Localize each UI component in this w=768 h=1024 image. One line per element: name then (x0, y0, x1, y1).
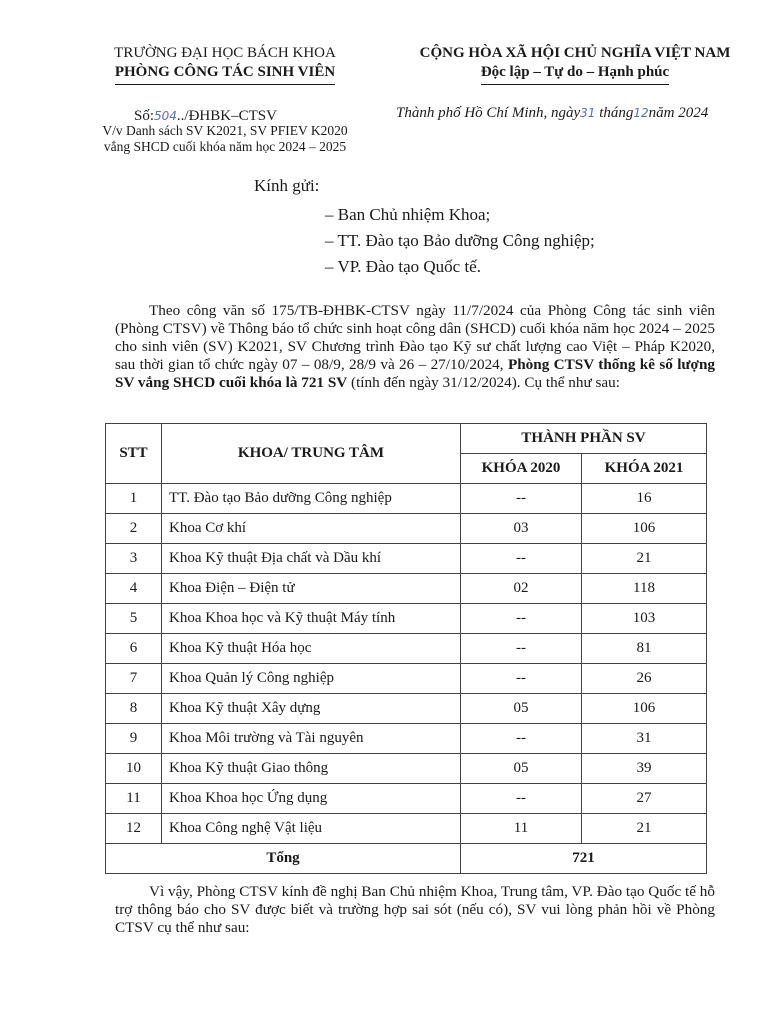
document-date: Thành phố Hồ Chí Minh, ngày31 tháng12năm 2024 (396, 105, 709, 121)
row-k2021: 39 (582, 754, 707, 784)
subject-line-1: V/v Danh sách SV K2021, SV PFIEV K2020 (102, 123, 348, 138)
table-row (106, 784, 707, 814)
closing-paragraph-text: Vì vậy, Phòng CTSV kính đề nghị Ban Chủ nhiệm Khoa, Trung tâm, VP. Đào tạo Quốc tế hỗ trợ thông báo cho SV được biết và trường hợp sai sót (nếu có), SV vui lòng phản hồi về Phòng CTSV cụ thể như sau: (115, 883, 715, 936)
col-header-khoa: KHOA/ TRUNG TÂM (162, 424, 461, 484)
row-k2021: 106 (582, 694, 707, 724)
row-k2020: 11 (461, 814, 582, 844)
row-unit-name: Khoa Công nghệ Vật liệu (162, 814, 461, 844)
total-row (106, 844, 707, 874)
row-k2020: -- (461, 664, 582, 694)
header-right (395, 44, 755, 85)
row-stt: 3 (106, 544, 162, 574)
row-k2021: 106 (582, 514, 707, 544)
row-k2020: -- (461, 604, 582, 634)
document-subject (60, 123, 390, 155)
row-stt: 11 (106, 784, 162, 814)
document-number-handwritten: 504 (154, 109, 177, 123)
table-row (106, 724, 707, 754)
table-row (106, 604, 707, 634)
recipient-item: – TT. Đào tạo Bảo dưỡng Công nghiệp; (325, 231, 595, 250)
row-unit-name: Khoa Kỹ thuật Địa chất và Dầu khí (162, 544, 461, 574)
row-k2020: -- (461, 484, 582, 514)
row-stt: 7 (106, 664, 162, 694)
row-unit-name: Khoa Cơ khí (162, 514, 461, 544)
row-unit-name: Khoa Khoa học và Kỹ thuật Máy tính (162, 604, 461, 634)
table-row (106, 544, 707, 574)
row-k2021: 16 (582, 484, 707, 514)
row-unit-name: Khoa Kỹ thuật Giao thông (162, 754, 461, 784)
recipients-label: Kính gửi: (254, 176, 320, 195)
row-k2020: -- (461, 724, 582, 754)
row-stt: 12 (106, 814, 162, 844)
row-stt: 1 (106, 484, 162, 514)
row-stt: 8 (106, 694, 162, 724)
table-row (106, 514, 707, 544)
row-stt: 9 (106, 724, 162, 754)
national-motto: Độc lập – Tự do – Hạnh phúc (395, 63, 755, 85)
row-stt: 2 (106, 514, 162, 544)
row-stt: 4 (106, 574, 162, 604)
row-stt: 6 (106, 634, 162, 664)
row-unit-name: Khoa Môi trường và Tài nguyên (162, 724, 461, 754)
table-row (106, 664, 707, 694)
table-row (106, 484, 707, 514)
date-day-handwritten: 31 (580, 106, 596, 120)
row-k2020: 05 (461, 754, 582, 784)
table-row (106, 574, 707, 604)
row-k2020: -- (461, 784, 582, 814)
col-header-group: THÀNH PHẦN SV (461, 424, 707, 454)
row-k2020: 02 (461, 574, 582, 604)
recipients-list (325, 202, 595, 280)
table-row (106, 634, 707, 664)
row-k2020: 03 (461, 514, 582, 544)
header-left (60, 44, 390, 85)
row-unit-name: Khoa Điện – Điện tử (162, 574, 461, 604)
col-header-2020: KHÓA 2020 (461, 454, 582, 484)
national-title: CỘNG HÒA XÃ HỘI CHỦ NGHĨA VIỆT NAM (419, 45, 731, 61)
row-k2020: -- (461, 634, 582, 664)
row-k2021: 21 (582, 814, 707, 844)
row-stt: 10 (106, 754, 162, 784)
row-k2021: 103 (582, 604, 707, 634)
row-k2021: 31 (582, 724, 707, 754)
row-k2021: 21 (582, 544, 707, 574)
row-unit-name: Khoa Khoa học Ứng dụng (162, 784, 461, 814)
total-label: Tổng (106, 844, 461, 874)
recipient-item: – Ban Chủ nhiệm Khoa; (325, 205, 491, 224)
row-k2020: 05 (461, 694, 582, 724)
intro-paragraph-bold: Phòng CTSV thống kê số lượng SV vắng SHCD cuối khóa là 721 SV (115, 356, 715, 391)
intro-paragraph: Theo công văn số 175/TB-ĐHBK-CTSV ngày 11/7/2024 của Phòng Công tác sinh viên (Phòng CTSV) về Thông báo tổ chức sinh hoạt công dân (SHCD) cuối khóa năm học 2024 – 2025 cho sinh viên (SV) K2021, SV Chương trình Đào tạo Kỹ sư chất lượng cao Việt – Pháp K2020, sau thời gian tổ chức ngày 07 – 08/9, 28/9 và 26 – 27/10/2024, Phòng CTSV thống kê số lượng SV vắng SHCD cuối khóa là 721 SV (tính đến ngày 31/12/2024). Cụ thể như sau: (115, 302, 715, 391)
row-k2021: 27 (582, 784, 707, 814)
table-row (106, 694, 707, 724)
row-k2020: -- (461, 544, 582, 574)
col-header-stt: STT (106, 424, 162, 484)
closing-paragraph (115, 883, 715, 937)
office-name: PHÒNG CÔNG TÁC SINH VIÊN (60, 63, 390, 85)
table-row (106, 814, 707, 844)
row-unit-name: Khoa Quản lý Công nghiệp (162, 664, 461, 694)
row-k2021: 81 (582, 634, 707, 664)
row-k2021: 118 (582, 574, 707, 604)
absence-table (105, 423, 707, 874)
university-name: TRƯỜNG ĐẠI HỌC BÁCH KHOA (114, 45, 336, 61)
document-number: Số:504../ĐHBK–CTSV (134, 108, 277, 124)
row-unit-name: TT. Đào tạo Bảo dưỡng Công nghiệp (162, 484, 461, 514)
row-unit-name: Khoa Kỹ thuật Hóa học (162, 634, 461, 664)
row-stt: 5 (106, 604, 162, 634)
row-unit-name: Khoa Kỹ thuật Xây dựng (162, 694, 461, 724)
total-value: 721 (461, 844, 707, 874)
date-month-handwritten: 12 (633, 106, 649, 120)
subject-line-2: vắng SHCD cuối khóa năm học 2024 – 2025 (103, 139, 347, 154)
recipient-item: – VP. Đào tạo Quốc tế. (325, 257, 481, 276)
col-header-2021: KHÓA 2021 (582, 454, 707, 484)
table-row (106, 754, 707, 784)
row-k2021: 26 (582, 664, 707, 694)
table-body (106, 484, 707, 844)
